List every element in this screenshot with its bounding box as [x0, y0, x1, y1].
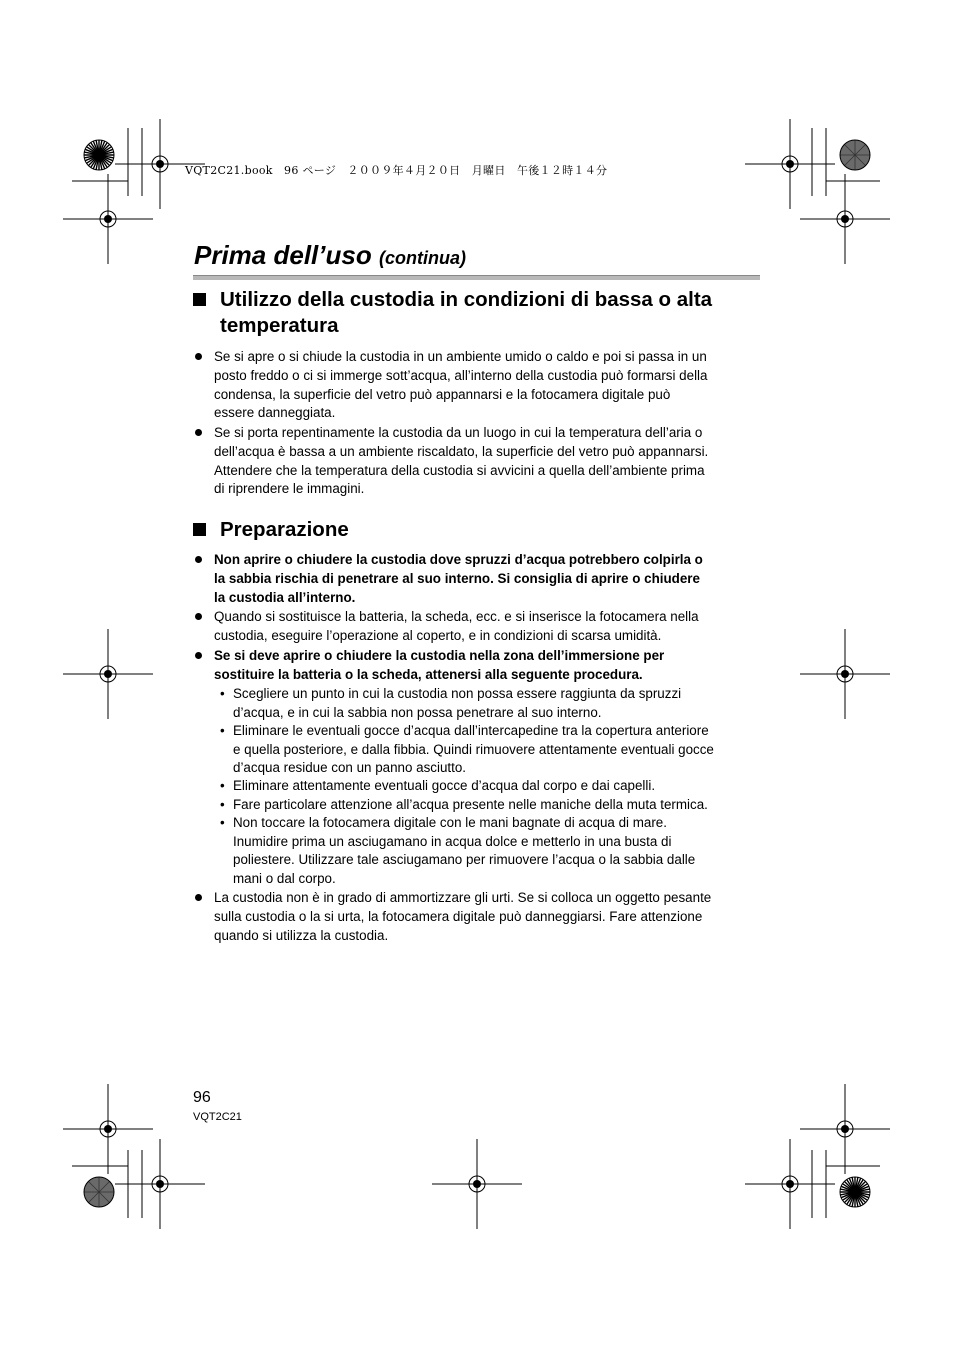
sub-bullet-icon: •: [220, 723, 225, 738]
text-line: Non toccare la fotocamera digitale con le mani bagnate di acqua di mare.: [233, 815, 667, 830]
square-bullet-icon: [193, 293, 206, 306]
sub-bullet-icon: •: [220, 797, 225, 812]
title-main: Prima dell’uso: [194, 240, 372, 270]
text-line: mani o dal corpo.: [233, 870, 336, 886]
bullet-dot-icon: [195, 556, 202, 563]
text-line: di riprendere le immagini.: [214, 481, 365, 497]
text-line: Attendere che la temperatura della custodia si avvicini a quella dell’ambiente prima: [214, 462, 705, 478]
text-line: Se si apre o si chiude la custodia in un ambiente umido o caldo e poi si passa in un: [214, 349, 707, 364]
text-line: La custodia non è in grado di ammortizzare gli urti. Se si colloca un oggetto pesante: [214, 890, 712, 905]
list-item: [214, 889, 760, 945]
text-line: condensa, la superficie del vetro può appannarsi e la fotocamera digitale può: [214, 386, 671, 402]
bullet-dot-icon: [195, 652, 202, 659]
text-line: Non aprire o chiudere la custodia dove spruzzi d’acqua potrebbero colpirla o: [214, 552, 703, 567]
text-line: Quando si sostituisce la batteria, la scheda, ecc. e si inserisce la fotocamera nella: [214, 609, 699, 624]
text-line: custodia, eseguire l’operazione al coperto, e in condizioni di scarsa umidità.: [214, 627, 662, 643]
sub-list-item: [220, 796, 763, 815]
text-line: sostituire la batteria o la scheda, attenersi alla seguente procedura.: [214, 666, 643, 682]
text-line: Se si porta repentinamente la custodia da un luogo in cui la temperatura dell’aria o: [214, 425, 703, 440]
sub-list-item: [220, 722, 763, 778]
sub-bullet-icon: •: [220, 778, 225, 793]
text-line: e quella posteriore, e dalla fibbia. Quindi rimuovere attentamente eventuali gocce: [233, 741, 714, 757]
text-line: essere danneggiata.: [214, 405, 336, 421]
text-line: dell’acqua è bassa a un ambiente riscaldato, la superficie del vetro può appannarsi.: [214, 443, 709, 459]
text-line: d’acqua residue con un panno asciutto.: [233, 760, 467, 776]
text-line: sulla custodia o la si urta, la fotocamera digitale può danneggiarsi. Fare attenzione: [214, 908, 703, 924]
text-line: Inumidire prima un asciugamano in acqua dolce e metterlo in una busta di: [233, 833, 672, 849]
bullet-dot-icon: [195, 613, 202, 620]
sub-bullet-icon: •: [220, 815, 225, 830]
sub-list-item: [220, 685, 763, 722]
sub-list-item: [220, 777, 763, 796]
list-item: [214, 424, 760, 499]
page-number: 96: [193, 1089, 211, 1106]
list-item: [214, 551, 760, 607]
bullet-dot-icon: [195, 429, 202, 436]
heading-line: Utilizzo della custodia in condizioni di bassa o alta: [220, 288, 713, 311]
text-line: Scegliere un punto in cui la custodia non possa essere raggiunta da spruzzi: [233, 686, 682, 701]
list-item: [214, 348, 760, 423]
text-line: Se si deve aprire o chiudere la custodia nella zona dell’immersione per: [214, 648, 665, 663]
print-header: VQT2C21.book 96 ページ ２００９年４月２０日 月曜日 午後１２時１４分: [185, 164, 608, 177]
text-line: Eliminare le eventuali gocce d’acqua dall’intercapedine tra la copertura anteriore: [233, 723, 709, 738]
text-line: quando si utilizza la custodia.: [214, 927, 389, 943]
text-line: d’acqua, e in cui la sabbia non possa penetrare al suo interno.: [233, 704, 602, 720]
bullet-dot-icon: [195, 353, 202, 360]
sub-list-item: [220, 814, 763, 888]
bullet-dot-icon: [195, 894, 202, 901]
text-line: posto freddo o ci si immerge sott’acqua, all’interno della custodia può formarsi della: [214, 367, 708, 383]
text-line: poliestere. Utilizzare tale asciugamano per rimuovere l’acqua o la sabbia dalle: [233, 852, 696, 868]
page-title: [194, 240, 466, 271]
heading-line: temperatura: [220, 314, 339, 337]
text-line: Eliminare attentamente eventuali gocce d’acqua dal corpo e dai capelli.: [233, 778, 656, 793]
list-item: [214, 647, 760, 685]
title-rule: [193, 275, 760, 280]
list-item: [214, 608, 760, 646]
text-line: la sabbia rischia di penetrare al suo interno. Si consiglia di aprire o chiudere: [214, 570, 700, 586]
text-line: Fare particolare attenzione all’acqua presente nelle maniche della muta termica.: [233, 797, 708, 812]
title-suffix: (continua): [378, 248, 466, 268]
square-bullet-icon: [193, 523, 206, 536]
text-line: la custodia all’interno.: [214, 589, 356, 605]
heading-line: Preparazione: [220, 518, 349, 541]
model-code: VQT2C21: [193, 1111, 242, 1123]
sub-bullet-icon: •: [220, 686, 225, 701]
